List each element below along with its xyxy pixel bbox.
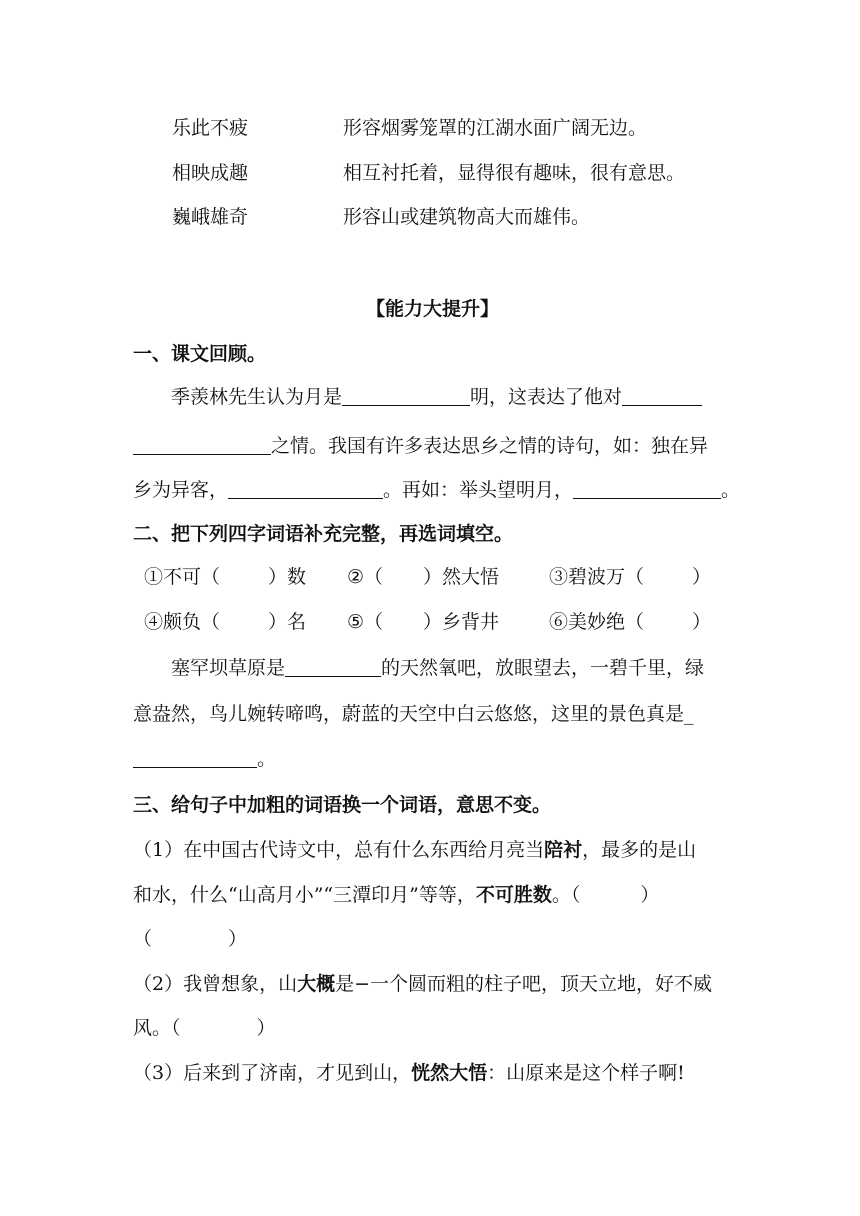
question-3-sentence-1-line-1 bbox=[133, 837, 732, 863]
q3-text: 。（ bbox=[551, 884, 581, 906]
idiom-part: ⑤（ bbox=[347, 611, 384, 633]
q1-text: 。再如：举头望明月， bbox=[383, 479, 574, 501]
answer-blank[interactable] bbox=[133, 434, 271, 455]
q1-text: 季羡林先生认为月是 bbox=[171, 386, 343, 408]
vocab-row bbox=[0, 204, 860, 230]
idiom-part: ③碧波万（ bbox=[549, 566, 645, 588]
idiom-part: ）名 bbox=[268, 611, 307, 633]
q3-text: 和水，什么“山高月小”“三潭印月”等等， bbox=[133, 884, 476, 906]
q2-text: 塞罕坝草原是 bbox=[171, 657, 286, 679]
question-2-paragraph-line-3 bbox=[133, 746, 732, 772]
q3-text: （1）在中国古代诗文中，总有什么东西给月亮当 bbox=[133, 839, 545, 861]
vocab-term: 相映成趣 bbox=[172, 162, 249, 184]
bold-word: 大概 bbox=[297, 973, 336, 995]
idiom-item-5 bbox=[347, 609, 499, 635]
idiom-item-2 bbox=[347, 564, 499, 590]
q3-text: 风。（ bbox=[133, 1017, 181, 1039]
section-title: 【能力大提升】 bbox=[365, 298, 499, 320]
question-2-paragraph-line-1 bbox=[133, 655, 732, 681]
q2-text: 。 bbox=[257, 748, 277, 770]
question-2-paragraph-line-2 bbox=[133, 701, 732, 727]
idiom-row-2 bbox=[0, 609, 860, 635]
q3-text: ，最多的是山 bbox=[582, 839, 697, 861]
idiom-part: ）然大悟 bbox=[423, 566, 500, 588]
q3-text: 是−一个圆而粗的柱子吧，顶天立地，好不威 bbox=[335, 973, 713, 995]
question-3-sentence-1-line-2 bbox=[133, 882, 732, 908]
q1-text: 之情。我国有许多表达思乡之情的诗句，如：独在异 bbox=[271, 435, 709, 457]
answer-blank[interactable] bbox=[342, 385, 470, 406]
idiom-item-6 bbox=[549, 609, 711, 635]
q3-text: （2）我曾想象，山 bbox=[133, 973, 298, 995]
q3-text: ） bbox=[256, 1017, 276, 1039]
vocab-meaning: 形容烟雾笼罩的江湖水面广阔无边。 bbox=[343, 117, 648, 139]
question-1-line-3 bbox=[133, 477, 741, 503]
idiom-item-1 bbox=[144, 564, 306, 590]
q3-text: ） bbox=[640, 884, 660, 906]
q1-text: 。 bbox=[721, 479, 741, 501]
q3-text: ） bbox=[228, 928, 248, 950]
question-3-sentence-2-line-1 bbox=[133, 971, 732, 997]
q1-text: 乡为异客， bbox=[133, 479, 229, 501]
vocab-meaning: 相互衬托着，显得很有趣味，很有意思。 bbox=[343, 162, 686, 184]
idiom-item-4 bbox=[144, 609, 306, 635]
question-3-sentence-3 bbox=[133, 1060, 732, 1086]
idiom-part: ）数 bbox=[268, 566, 307, 588]
vocab-meaning: 形容山或建筑物高大而雄伟。 bbox=[343, 206, 591, 228]
idiom-part: ） bbox=[692, 566, 712, 588]
q2-text: 的天然氧吧，放眼望去，一碧千里，绿 bbox=[381, 657, 705, 679]
bold-word: 陪衬 bbox=[544, 839, 583, 861]
answer-blank[interactable] bbox=[228, 478, 383, 499]
vocab-term: 乐此不疲 bbox=[172, 117, 249, 139]
question-2-heading: 二、把下列四字词语补充完整，再选词填空。 bbox=[133, 523, 514, 545]
idiom-part: ）乡背井 bbox=[423, 611, 500, 633]
vocab-row bbox=[0, 160, 860, 186]
bold-word: 不可胜数 bbox=[475, 884, 552, 906]
answer-blank[interactable] bbox=[622, 385, 702, 406]
idiom-part: ④颇负（ bbox=[144, 611, 221, 633]
question-3-sentence-2-line-2 bbox=[133, 1015, 732, 1041]
answer-blank[interactable] bbox=[133, 747, 257, 768]
vocab-row bbox=[0, 115, 860, 141]
answer-blank[interactable] bbox=[573, 478, 721, 499]
idiom-part: ⑥美妙绝（ bbox=[549, 611, 645, 633]
vocab-term: 巍峨雄奇 bbox=[172, 206, 249, 228]
q3-text: ：山原来是这个样子啊! bbox=[487, 1062, 685, 1084]
idiom-part: ①不可（ bbox=[144, 566, 221, 588]
q1-text: 明，这表达了他对 bbox=[470, 386, 623, 408]
q3-text: （ bbox=[133, 928, 153, 950]
bold-word: 恍然大悟 bbox=[411, 1062, 488, 1084]
idiom-item-3 bbox=[549, 564, 711, 590]
question-3-sentence-1-line-3 bbox=[133, 926, 732, 952]
question-1-heading: 一、课文回顾。 bbox=[133, 343, 267, 365]
question-1-line-1 bbox=[133, 384, 732, 410]
idiom-row-1 bbox=[0, 564, 860, 590]
q2-text: 意盎然，鸟儿婉转啼鸣，蔚蓝的天空中白云悠悠，这里的景色真是_ bbox=[133, 703, 694, 725]
question-3-heading: 三、给句子中加粗的词语换一个词语，意思不变。 bbox=[133, 794, 552, 816]
question-1-line-2 bbox=[133, 433, 732, 459]
answer-blank[interactable] bbox=[285, 656, 381, 677]
idiom-part: ②（ bbox=[347, 566, 384, 588]
q3-text: （3）后来到了济南，才见到山， bbox=[133, 1062, 412, 1084]
idiom-part: ） bbox=[692, 611, 712, 633]
